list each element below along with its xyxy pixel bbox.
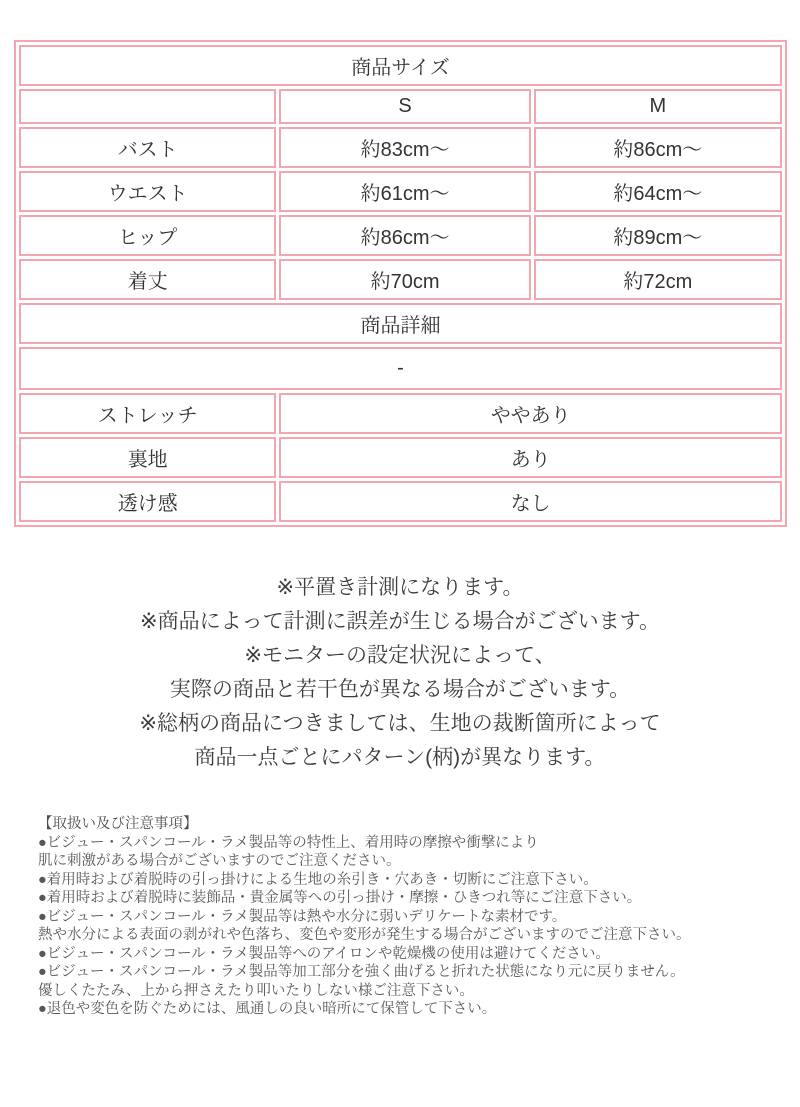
size-row-hip — [19, 215, 782, 256]
note-line: ※商品によって計測に誤差が生じる場合がございます。 — [140, 610, 660, 633]
size-header-row — [19, 89, 782, 124]
detail-row-label: 透け感 — [19, 481, 276, 522]
detail-header: 商品詳細 — [19, 303, 782, 344]
care-instructions — [0, 815, 800, 1019]
size-table-section — [14, 40, 787, 527]
size-value-s: 約61cm〜 — [279, 171, 530, 212]
size-table — [14, 40, 787, 527]
detail-row-lining — [19, 437, 782, 478]
care-line: ●ビジュー・スパンコール・ラメ製品等加工部分を強く曲げると折れた状態になり元に戻りません。 — [38, 964, 685, 980]
detail-row-value: なし — [279, 481, 782, 522]
detail-header-row — [19, 303, 782, 344]
size-row-label: ヒップ — [19, 215, 276, 256]
detail-row-sheerness — [19, 481, 782, 522]
care-line: ●ビジュー・スパンコール・ラメ製品等は熱や水分に弱いデリケートな素材です。 — [38, 908, 567, 925]
size-row-label: 着丈 — [19, 259, 276, 300]
care-line: ●退色や変色を防ぐためには、風通しの良い暗所にて保管して下さい。 — [38, 1001, 497, 1017]
note-line: 商品一点ごとにパターン(柄)が異なります。 — [194, 746, 606, 769]
note-line: 実際の商品と若干色が異なる場合がございます。 — [169, 678, 631, 701]
size-row-bust — [19, 127, 782, 168]
table-title: 商品サイズ — [19, 45, 782, 86]
size-value-m: 約89cm〜 — [534, 215, 782, 256]
detail-row-label: ストレッチ — [19, 393, 276, 434]
size-value-m: 約64cm〜 — [534, 171, 782, 212]
care-line: ●着用時および着脱時に装飾品・貴金属等への引っ掛け・摩擦・ひきつれ等にご注意下さい。 — [38, 890, 642, 906]
detail-row-value: あり — [279, 437, 782, 478]
size-value-s: 約86cm〜 — [279, 215, 530, 256]
detail-row-value: ややあり — [279, 393, 782, 434]
size-header-s: S — [279, 89, 530, 124]
size-row-length — [19, 259, 782, 300]
table-title-row — [19, 45, 782, 86]
size-row-label: ウエスト — [19, 171, 276, 212]
size-row-waist — [19, 171, 782, 212]
note-line: ※平置き計測になります。 — [276, 576, 524, 599]
detail-row-label: 裏地 — [19, 437, 276, 478]
care-instructions-title: 【取扱い及び注意事項】 — [38, 816, 198, 832]
size-value-m: 約72cm — [534, 259, 782, 300]
size-row-label: バスト — [19, 127, 276, 168]
care-line: ●ビジュー・スパンコール・ラメ製品等へのアイロンや乾燥機の使用は避けてください。 — [38, 945, 610, 962]
size-header-empty-cell — [19, 89, 276, 124]
size-value-m: 約86cm〜 — [534, 127, 782, 168]
care-line: 優しくたたみ、上から押さえたり叩いたりしない様ご注意下さい。 — [38, 982, 474, 999]
detail-row-stretch — [19, 393, 782, 434]
detail-value: - — [19, 347, 782, 390]
care-line: ●着用時および着脱時の引っ掛けによる生地の糸引き・穴あき・切断にご注意下さい。 — [38, 871, 598, 888]
size-value-s: 約70cm — [279, 259, 530, 300]
care-line: 熱や水分による表面の剥がれや色落ち、変色や変形が発生する場合がございますのでご注意下さい。 — [38, 927, 691, 943]
product-spec-page — [0, 40, 800, 1107]
size-header-m: M — [534, 89, 782, 124]
measurement-notes — [0, 571, 800, 775]
detail-value-row — [19, 347, 782, 390]
care-line: ●ビジュー・スパンコール・ラメ製品等の特性上、着用時の摩擦や衝撃により — [38, 834, 539, 851]
care-line: 肌に刺激がある場合がございますのでご注意ください。 — [38, 853, 401, 869]
size-value-s: 約83cm〜 — [279, 127, 530, 168]
note-line: ※総柄の商品につきましては、生地の裁断箇所によって — [139, 712, 661, 735]
note-line: ※モニターの設定状況によって、 — [244, 644, 556, 667]
